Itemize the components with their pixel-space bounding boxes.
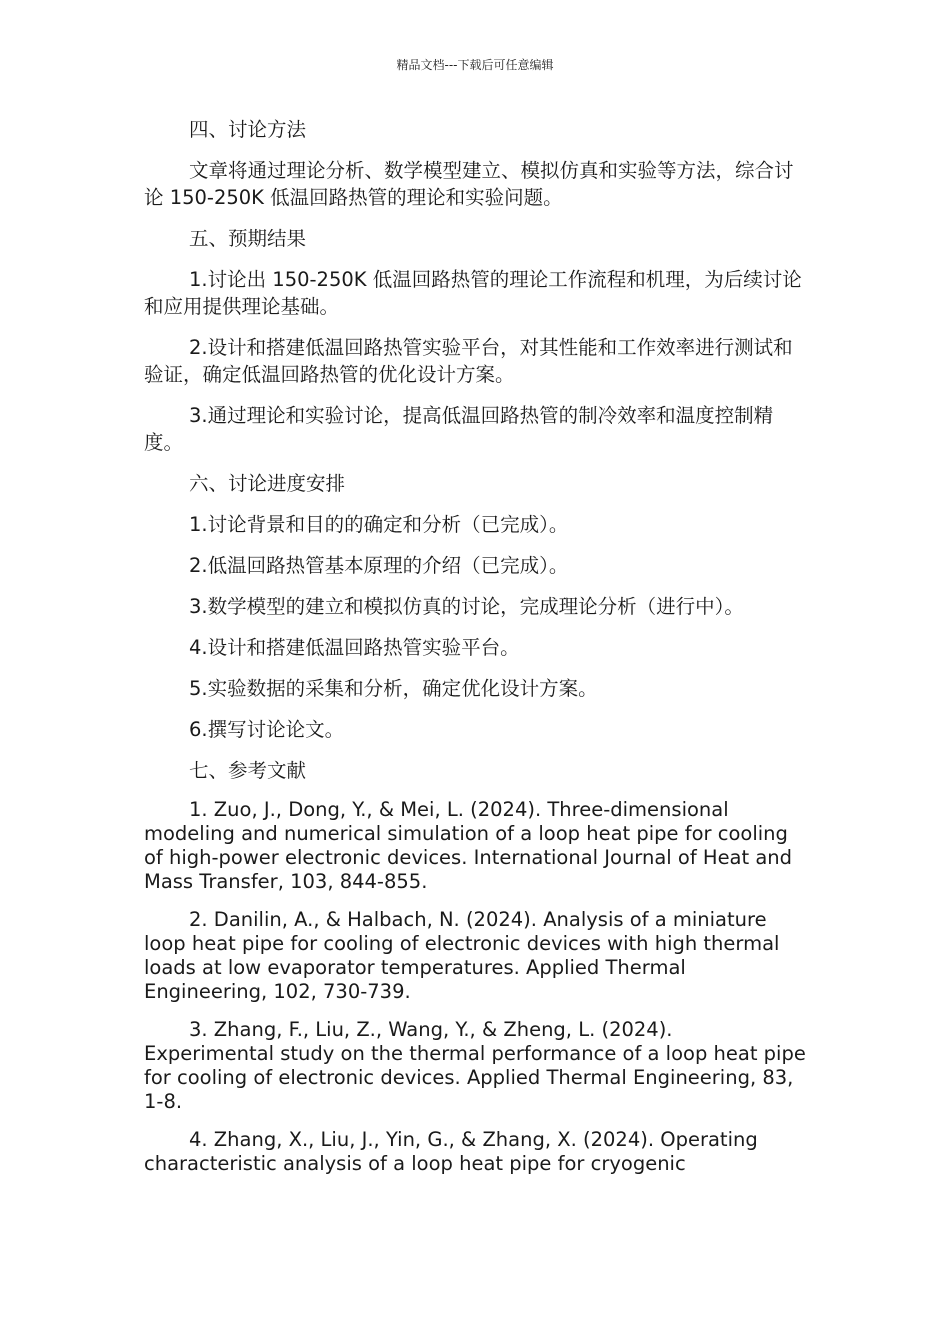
section-heading-methods: 四、讨论方法: [189, 118, 307, 141]
schedule-item: 1.讨论背景和目的的确定和分析（已完成）。: [189, 513, 569, 536]
section-heading-schedule: 六、讨论进度安排: [189, 472, 346, 495]
schedule-item: 5.实验数据的采集和分析，确定优化设计方案。: [189, 677, 598, 700]
schedule-item: 4.设计和搭建低温回路热管实验平台。: [189, 636, 520, 659]
schedule-item: 3.数学模型的建立和模拟仿真的讨论，完成理论分析（进行中）。: [189, 595, 744, 618]
expected-result-item: 1.讨论出 150-250K 低温回路热管的理论工作流程和机理，为后续讨论和应用提供理论基础。: [144, 268, 802, 318]
reference-item: 2. Danilin, A., & Halbach, N. (2024). Analysis of a miniature loop heat pipe for cooling of electronic devices with high thermal loads at low evaporator temperatures. Applied Thermal Engineering, 102, 730-739.: [144, 908, 780, 1003]
page-header-watermark: 精品文档---下载后可任意编辑: [396, 58, 554, 72]
reference-item: 3. Zhang, F., Liu, Z., Wang, Y., & Zheng, L. (2024). Experimental study on the thermal performance of a loop heat pipe for cooling of electronic devices. Applied Thermal Engineering, 83, 1-8.: [144, 1018, 806, 1113]
expected-result-item: 2.设计和搭建低温回路热管实验平台，对其性能和工作效率进行测试和验证，确定低温回路热管的优化设计方案。: [144, 336, 793, 386]
reference-item: 1. Zuo, J., Dong, Y., & Mei, L. (2024). Three-dimensional modeling and numerical simulation of a loop heat pipe for cooling of high-power electronic devices. International Journal of Heat and Mass Transfer, 103, 844-855.: [144, 798, 793, 893]
document-body: [144, 116, 806, 1190]
schedule-item: 2.低温回路热管基本原理的介绍（已完成）。: [189, 554, 569, 577]
expected-result-item: 3.通过理论和实验讨论，提高低温回路热管的制冷效率和温度控制精度。: [144, 404, 774, 454]
schedule-item: 6.撰写讨论论文。: [189, 718, 345, 741]
section-heading-references: 七、参考文献: [189, 759, 307, 782]
methods-paragraph: 文章将通过理论分析、数学模型建立、模拟仿真和实验等方法，综合讨论 150-250K 低温回路热管的理论和实验问题。: [144, 159, 794, 209]
section-heading-expected-results: 五、预期结果: [189, 227, 307, 250]
reference-item: 4. Zhang, X., Liu, J., Yin, G., & Zhang, X. (2024). Operating characteristic analysis of a loop heat pipe for cryogenic: [144, 1128, 758, 1175]
